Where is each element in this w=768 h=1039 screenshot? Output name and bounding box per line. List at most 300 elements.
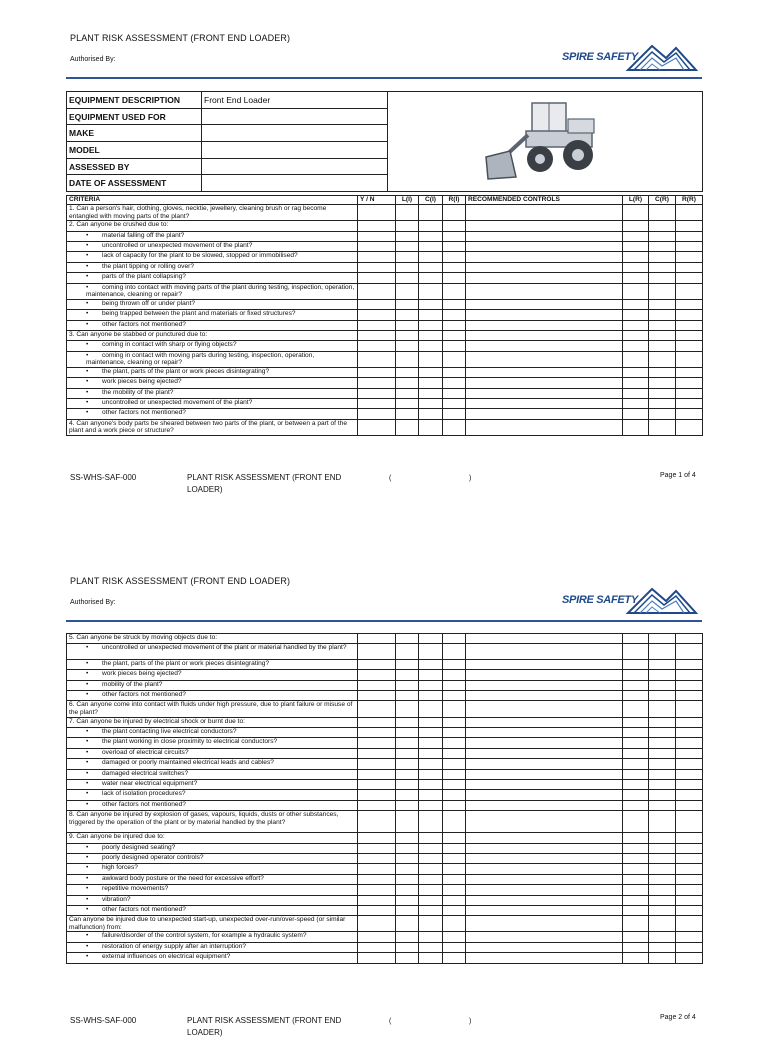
yn-cell[interactable]: [358, 231, 396, 241]
rr-cell[interactable]: [676, 916, 703, 932]
lr-cell[interactable]: [623, 853, 649, 863]
ci-cell[interactable]: [419, 717, 443, 727]
ci-cell[interactable]: [419, 419, 443, 435]
rr-cell[interactable]: [676, 419, 703, 435]
recommended-controls-cell[interactable]: [466, 644, 623, 660]
ci-cell[interactable]: [419, 341, 443, 351]
ci-cell[interactable]: [419, 320, 443, 330]
ci-cell[interactable]: [419, 388, 443, 398]
li-cell[interactable]: [396, 252, 419, 262]
lr-cell[interactable]: [623, 351, 649, 367]
cr-cell[interactable]: [649, 701, 676, 717]
rr-cell[interactable]: [676, 905, 703, 915]
yn-cell[interactable]: [358, 874, 396, 884]
recommended-controls-cell[interactable]: [466, 320, 623, 330]
lr-cell[interactable]: [623, 670, 649, 680]
yn-cell[interactable]: [358, 330, 396, 340]
lr-cell[interactable]: [623, 388, 649, 398]
cr-cell[interactable]: [649, 388, 676, 398]
lr-cell[interactable]: [623, 953, 649, 963]
recommended-controls-cell[interactable]: [466, 874, 623, 884]
yn-cell[interactable]: [358, 853, 396, 863]
ri-cell[interactable]: [443, 320, 466, 330]
recommended-controls-cell[interactable]: [466, 779, 623, 789]
recommended-controls-cell[interactable]: [466, 895, 623, 905]
ci-cell[interactable]: [419, 790, 443, 800]
rr-cell[interactable]: [676, 691, 703, 701]
yn-cell[interactable]: [358, 252, 396, 262]
li-cell[interactable]: [396, 680, 419, 690]
cr-cell[interactable]: [649, 205, 676, 221]
li-cell[interactable]: [396, 283, 419, 299]
li-cell[interactable]: [396, 378, 419, 388]
rr-cell[interactable]: [676, 779, 703, 789]
cr-cell[interactable]: [649, 874, 676, 884]
yn-cell[interactable]: [358, 634, 396, 644]
ri-cell[interactable]: [443, 241, 466, 251]
recommended-controls-cell[interactable]: [466, 341, 623, 351]
lr-cell[interactable]: [623, 748, 649, 758]
yn-cell[interactable]: [358, 659, 396, 669]
rr-cell[interactable]: [676, 895, 703, 905]
li-cell[interactable]: [396, 759, 419, 769]
ri-cell[interactable]: [443, 895, 466, 905]
li-cell[interactable]: [396, 659, 419, 669]
li-cell[interactable]: [396, 874, 419, 884]
cr-cell[interactable]: [649, 885, 676, 895]
lr-cell[interactable]: [623, 644, 649, 660]
rr-cell[interactable]: [676, 330, 703, 340]
rr-cell[interactable]: [676, 299, 703, 309]
ri-cell[interactable]: [443, 953, 466, 963]
cr-cell[interactable]: [649, 241, 676, 251]
lr-cell[interactable]: [623, 680, 649, 690]
yn-cell[interactable]: [358, 800, 396, 810]
rr-cell[interactable]: [676, 748, 703, 758]
ci-cell[interactable]: [419, 691, 443, 701]
ri-cell[interactable]: [443, 843, 466, 853]
ri-cell[interactable]: [443, 769, 466, 779]
ci-cell[interactable]: [419, 399, 443, 409]
recommended-controls-cell[interactable]: [466, 670, 623, 680]
ri-cell[interactable]: [443, 811, 466, 833]
rr-cell[interactable]: [676, 231, 703, 241]
li-cell[interactable]: [396, 853, 419, 863]
yn-cell[interactable]: [358, 205, 396, 221]
li-cell[interactable]: [396, 800, 419, 810]
lr-cell[interactable]: [623, 728, 649, 738]
cr-cell[interactable]: [649, 843, 676, 853]
rr-cell[interactable]: [676, 320, 703, 330]
ci-cell[interactable]: [419, 932, 443, 942]
rr-cell[interactable]: [676, 800, 703, 810]
ri-cell[interactable]: [443, 905, 466, 915]
rr-cell[interactable]: [676, 759, 703, 769]
yn-cell[interactable]: [358, 419, 396, 435]
ri-cell[interactable]: [443, 691, 466, 701]
lr-cell[interactable]: [623, 221, 649, 231]
yn-cell[interactable]: [358, 283, 396, 299]
equipment-field-value[interactable]: [202, 142, 388, 159]
cr-cell[interactable]: [649, 759, 676, 769]
ri-cell[interactable]: [443, 790, 466, 800]
ci-cell[interactable]: [419, 634, 443, 644]
rr-cell[interactable]: [676, 341, 703, 351]
rr-cell[interactable]: [676, 221, 703, 231]
recommended-controls-cell[interactable]: [466, 419, 623, 435]
ri-cell[interactable]: [443, 205, 466, 221]
li-cell[interactable]: [396, 409, 419, 419]
lr-cell[interactable]: [623, 790, 649, 800]
rr-cell[interactable]: [676, 728, 703, 738]
ri-cell[interactable]: [443, 262, 466, 272]
ri-cell[interactable]: [443, 864, 466, 874]
yn-cell[interactable]: [358, 864, 396, 874]
ci-cell[interactable]: [419, 409, 443, 419]
ci-cell[interactable]: [419, 680, 443, 690]
recommended-controls-cell[interactable]: [466, 691, 623, 701]
rr-cell[interactable]: [676, 811, 703, 833]
li-cell[interactable]: [396, 942, 419, 952]
ri-cell[interactable]: [443, 885, 466, 895]
ci-cell[interactable]: [419, 885, 443, 895]
recommended-controls-cell[interactable]: [466, 231, 623, 241]
ci-cell[interactable]: [419, 659, 443, 669]
li-cell[interactable]: [396, 905, 419, 915]
li-cell[interactable]: [396, 273, 419, 283]
rr-cell[interactable]: [676, 399, 703, 409]
lr-cell[interactable]: [623, 659, 649, 669]
rr-cell[interactable]: [676, 262, 703, 272]
ri-cell[interactable]: [443, 283, 466, 299]
recommended-controls-cell[interactable]: [466, 942, 623, 952]
ri-cell[interactable]: [443, 399, 466, 409]
ri-cell[interactable]: [443, 299, 466, 309]
ci-cell[interactable]: [419, 310, 443, 320]
cr-cell[interactable]: [649, 231, 676, 241]
yn-cell[interactable]: [358, 367, 396, 377]
ri-cell[interactable]: [443, 916, 466, 932]
recommended-controls-cell[interactable]: [466, 283, 623, 299]
lr-cell[interactable]: [623, 367, 649, 377]
rr-cell[interactable]: [676, 769, 703, 779]
ci-cell[interactable]: [419, 205, 443, 221]
ci-cell[interactable]: [419, 351, 443, 367]
li-cell[interactable]: [396, 728, 419, 738]
lr-cell[interactable]: [623, 769, 649, 779]
cr-cell[interactable]: [649, 273, 676, 283]
li-cell[interactable]: [396, 262, 419, 272]
lr-cell[interactable]: [623, 895, 649, 905]
recommended-controls-cell[interactable]: [466, 953, 623, 963]
ci-cell[interactable]: [419, 874, 443, 884]
rr-cell[interactable]: [676, 409, 703, 419]
li-cell[interactable]: [396, 299, 419, 309]
ri-cell[interactable]: [443, 367, 466, 377]
ri-cell[interactable]: [443, 853, 466, 863]
cr-cell[interactable]: [649, 659, 676, 669]
li-cell[interactable]: [396, 221, 419, 231]
lr-cell[interactable]: [623, 634, 649, 644]
rr-cell[interactable]: [676, 283, 703, 299]
ci-cell[interactable]: [419, 701, 443, 717]
ri-cell[interactable]: [443, 874, 466, 884]
li-cell[interactable]: [396, 895, 419, 905]
li-cell[interactable]: [396, 644, 419, 660]
lr-cell[interactable]: [623, 916, 649, 932]
yn-cell[interactable]: [358, 916, 396, 932]
lr-cell[interactable]: [623, 299, 649, 309]
rr-cell[interactable]: [676, 864, 703, 874]
yn-cell[interactable]: [358, 221, 396, 231]
yn-cell[interactable]: [358, 299, 396, 309]
rr-cell[interactable]: [676, 378, 703, 388]
ci-cell[interactable]: [419, 241, 443, 251]
yn-cell[interactable]: [358, 717, 396, 727]
cr-cell[interactable]: [649, 691, 676, 701]
li-cell[interactable]: [396, 717, 419, 727]
cr-cell[interactable]: [649, 634, 676, 644]
ci-cell[interactable]: [419, 853, 443, 863]
yn-cell[interactable]: [358, 670, 396, 680]
lr-cell[interactable]: [623, 701, 649, 717]
ci-cell[interactable]: [419, 953, 443, 963]
cr-cell[interactable]: [649, 953, 676, 963]
ci-cell[interactable]: [419, 728, 443, 738]
lr-cell[interactable]: [623, 241, 649, 251]
recommended-controls-cell[interactable]: [466, 853, 623, 863]
recommended-controls-cell[interactable]: [466, 351, 623, 367]
yn-cell[interactable]: [358, 310, 396, 320]
cr-cell[interactable]: [649, 351, 676, 367]
lr-cell[interactable]: [623, 273, 649, 283]
yn-cell[interactable]: [358, 748, 396, 758]
yn-cell[interactable]: [358, 320, 396, 330]
lr-cell[interactable]: [623, 419, 649, 435]
recommended-controls-cell[interactable]: [466, 221, 623, 231]
rr-cell[interactable]: [676, 942, 703, 952]
ci-cell[interactable]: [419, 769, 443, 779]
cr-cell[interactable]: [649, 378, 676, 388]
ri-cell[interactable]: [443, 351, 466, 367]
lr-cell[interactable]: [623, 320, 649, 330]
li-cell[interactable]: [396, 320, 419, 330]
li-cell[interactable]: [396, 701, 419, 717]
recommended-controls-cell[interactable]: [466, 367, 623, 377]
equipment-field-value[interactable]: [202, 125, 388, 142]
yn-cell[interactable]: [358, 932, 396, 942]
recommended-controls-cell[interactable]: [466, 916, 623, 932]
yn-cell[interactable]: [358, 262, 396, 272]
yn-cell[interactable]: [358, 388, 396, 398]
cr-cell[interactable]: [649, 748, 676, 758]
ri-cell[interactable]: [443, 759, 466, 769]
ci-cell[interactable]: [419, 811, 443, 833]
cr-cell[interactable]: [649, 262, 676, 272]
equipment-field-value[interactable]: [202, 158, 388, 175]
recommended-controls-cell[interactable]: [466, 241, 623, 251]
ri-cell[interactable]: [443, 644, 466, 660]
cr-cell[interactable]: [649, 811, 676, 833]
rr-cell[interactable]: [676, 367, 703, 377]
cr-cell[interactable]: [649, 895, 676, 905]
cr-cell[interactable]: [649, 932, 676, 942]
rr-cell[interactable]: [676, 953, 703, 963]
recommended-controls-cell[interactable]: [466, 738, 623, 748]
recommended-controls-cell[interactable]: [466, 330, 623, 340]
equipment-field-value[interactable]: [202, 175, 388, 192]
recommended-controls-cell[interactable]: [466, 864, 623, 874]
lr-cell[interactable]: [623, 738, 649, 748]
cr-cell[interactable]: [649, 399, 676, 409]
recommended-controls-cell[interactable]: [466, 728, 623, 738]
li-cell[interactable]: [396, 885, 419, 895]
recommended-controls-cell[interactable]: [466, 252, 623, 262]
lr-cell[interactable]: [623, 231, 649, 241]
cr-cell[interactable]: [649, 717, 676, 727]
lr-cell[interactable]: [623, 205, 649, 221]
cr-cell[interactable]: [649, 252, 676, 262]
cr-cell[interactable]: [649, 769, 676, 779]
yn-cell[interactable]: [358, 905, 396, 915]
rr-cell[interactable]: [676, 659, 703, 669]
ri-cell[interactable]: [443, 748, 466, 758]
yn-cell[interactable]: [358, 953, 396, 963]
ci-cell[interactable]: [419, 299, 443, 309]
li-cell[interactable]: [396, 351, 419, 367]
recommended-controls-cell[interactable]: [466, 388, 623, 398]
li-cell[interactable]: [396, 833, 419, 843]
li-cell[interactable]: [396, 205, 419, 221]
lr-cell[interactable]: [623, 932, 649, 942]
ci-cell[interactable]: [419, 221, 443, 231]
cr-cell[interactable]: [649, 800, 676, 810]
ri-cell[interactable]: [443, 330, 466, 340]
ri-cell[interactable]: [443, 701, 466, 717]
ci-cell[interactable]: [419, 273, 443, 283]
li-cell[interactable]: [396, 231, 419, 241]
rr-cell[interactable]: [676, 351, 703, 367]
li-cell[interactable]: [396, 367, 419, 377]
lr-cell[interactable]: [623, 262, 649, 272]
ri-cell[interactable]: [443, 252, 466, 262]
recommended-controls-cell[interactable]: [466, 262, 623, 272]
lr-cell[interactable]: [623, 252, 649, 262]
lr-cell[interactable]: [623, 942, 649, 952]
rr-cell[interactable]: [676, 252, 703, 262]
ci-cell[interactable]: [419, 895, 443, 905]
rr-cell[interactable]: [676, 670, 703, 680]
lr-cell[interactable]: [623, 310, 649, 320]
yn-cell[interactable]: [358, 843, 396, 853]
yn-cell[interactable]: [358, 728, 396, 738]
ri-cell[interactable]: [443, 800, 466, 810]
recommended-controls-cell[interactable]: [466, 273, 623, 283]
yn-cell[interactable]: [358, 378, 396, 388]
ri-cell[interactable]: [443, 221, 466, 231]
cr-cell[interactable]: [649, 905, 676, 915]
yn-cell[interactable]: [358, 759, 396, 769]
ci-cell[interactable]: [419, 738, 443, 748]
lr-cell[interactable]: [623, 800, 649, 810]
ri-cell[interactable]: [443, 932, 466, 942]
ci-cell[interactable]: [419, 833, 443, 843]
li-cell[interactable]: [396, 916, 419, 932]
lr-cell[interactable]: [623, 378, 649, 388]
li-cell[interactable]: [396, 864, 419, 874]
lr-cell[interactable]: [623, 885, 649, 895]
yn-cell[interactable]: [358, 942, 396, 952]
lr-cell[interactable]: [623, 905, 649, 915]
cr-cell[interactable]: [649, 790, 676, 800]
recommended-controls-cell[interactable]: [466, 634, 623, 644]
recommended-controls-cell[interactable]: [466, 905, 623, 915]
rr-cell[interactable]: [676, 273, 703, 283]
cr-cell[interactable]: [649, 779, 676, 789]
li-cell[interactable]: [396, 811, 419, 833]
ci-cell[interactable]: [419, 378, 443, 388]
li-cell[interactable]: [396, 310, 419, 320]
recommended-controls-cell[interactable]: [466, 310, 623, 320]
equipment-field-value[interactable]: [202, 108, 388, 125]
rr-cell[interactable]: [676, 701, 703, 717]
ci-cell[interactable]: [419, 905, 443, 915]
li-cell[interactable]: [396, 932, 419, 942]
lr-cell[interactable]: [623, 691, 649, 701]
ci-cell[interactable]: [419, 843, 443, 853]
recommended-controls-cell[interactable]: [466, 759, 623, 769]
ri-cell[interactable]: [443, 728, 466, 738]
lr-cell[interactable]: [623, 341, 649, 351]
yn-cell[interactable]: [358, 811, 396, 833]
ci-cell[interactable]: [419, 916, 443, 932]
cr-cell[interactable]: [649, 310, 676, 320]
li-cell[interactable]: [396, 634, 419, 644]
ci-cell[interactable]: [419, 330, 443, 340]
rr-cell[interactable]: [676, 833, 703, 843]
ci-cell[interactable]: [419, 262, 443, 272]
ri-cell[interactable]: [443, 419, 466, 435]
li-cell[interactable]: [396, 738, 419, 748]
lr-cell[interactable]: [623, 874, 649, 884]
li-cell[interactable]: [396, 691, 419, 701]
li-cell[interactable]: [396, 790, 419, 800]
ri-cell[interactable]: [443, 634, 466, 644]
ci-cell[interactable]: [419, 759, 443, 769]
yn-cell[interactable]: [358, 409, 396, 419]
recommended-controls-cell[interactable]: [466, 811, 623, 833]
rr-cell[interactable]: [676, 717, 703, 727]
cr-cell[interactable]: [649, 728, 676, 738]
rr-cell[interactable]: [676, 853, 703, 863]
lr-cell[interactable]: [623, 283, 649, 299]
ri-cell[interactable]: [443, 717, 466, 727]
rr-cell[interactable]: [676, 634, 703, 644]
yn-cell[interactable]: [358, 273, 396, 283]
rr-cell[interactable]: [676, 388, 703, 398]
cr-cell[interactable]: [649, 367, 676, 377]
ri-cell[interactable]: [443, 273, 466, 283]
rr-cell[interactable]: [676, 790, 703, 800]
ci-cell[interactable]: [419, 231, 443, 241]
ri-cell[interactable]: [443, 779, 466, 789]
ri-cell[interactable]: [443, 833, 466, 843]
li-cell[interactable]: [396, 769, 419, 779]
ci-cell[interactable]: [419, 367, 443, 377]
rr-cell[interactable]: [676, 932, 703, 942]
cr-cell[interactable]: [649, 680, 676, 690]
ci-cell[interactable]: [419, 670, 443, 680]
